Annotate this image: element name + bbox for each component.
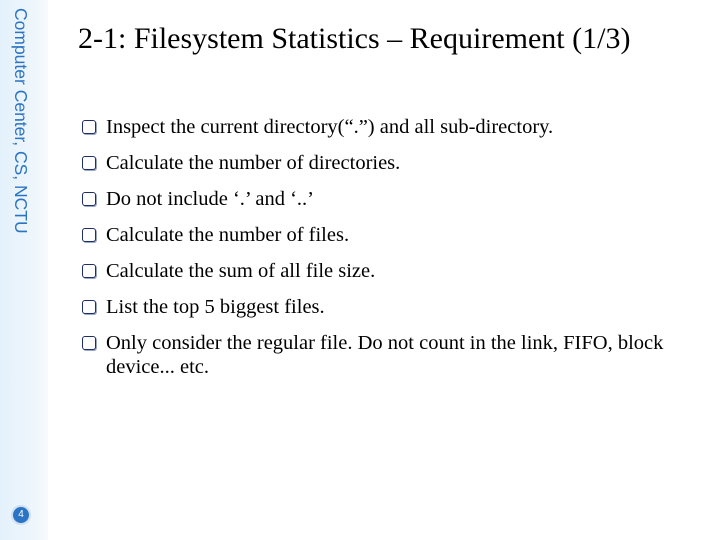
bullet-item xyxy=(82,187,702,211)
page-number-badge: 4 xyxy=(11,505,31,525)
checkbox-icon xyxy=(82,120,96,134)
bullet-item xyxy=(82,295,702,319)
checkbox-icon xyxy=(82,192,96,206)
bullet-item xyxy=(82,115,702,139)
checkbox-icon xyxy=(82,264,96,278)
sidebar xyxy=(0,0,48,540)
bullet-list xyxy=(82,115,702,391)
bullet-item xyxy=(82,331,702,379)
bullet-text: Calculate the number of files. xyxy=(106,224,350,246)
sidebar-label: Computer Center, CS, NCTU xyxy=(11,8,31,234)
bullet-item xyxy=(82,223,702,247)
checkbox-icon xyxy=(82,156,96,170)
bullet-item xyxy=(82,151,702,175)
bullet-text: Calculate the number of directories. xyxy=(106,152,401,174)
slide-title: 2-1: Filesystem Statistics – Requirement (1/3) xyxy=(78,22,631,55)
checkbox-icon xyxy=(82,228,96,242)
checkbox-icon xyxy=(82,300,96,314)
bullet-item xyxy=(82,259,702,283)
bullet-text: Calculate the sum of all file size. xyxy=(106,260,376,282)
checkbox-icon xyxy=(82,336,96,350)
bullet-text: List the top 5 biggest files. xyxy=(106,296,325,318)
bullet-text: Do not include ‘.’ and ‘..’ xyxy=(106,188,314,210)
bullet-text: Only consider the regular file. Do not count in the link, FIFO, block device... etc. xyxy=(106,332,664,378)
bullet-text: Inspect the current directory(“.”) and all sub-directory. xyxy=(106,116,554,138)
